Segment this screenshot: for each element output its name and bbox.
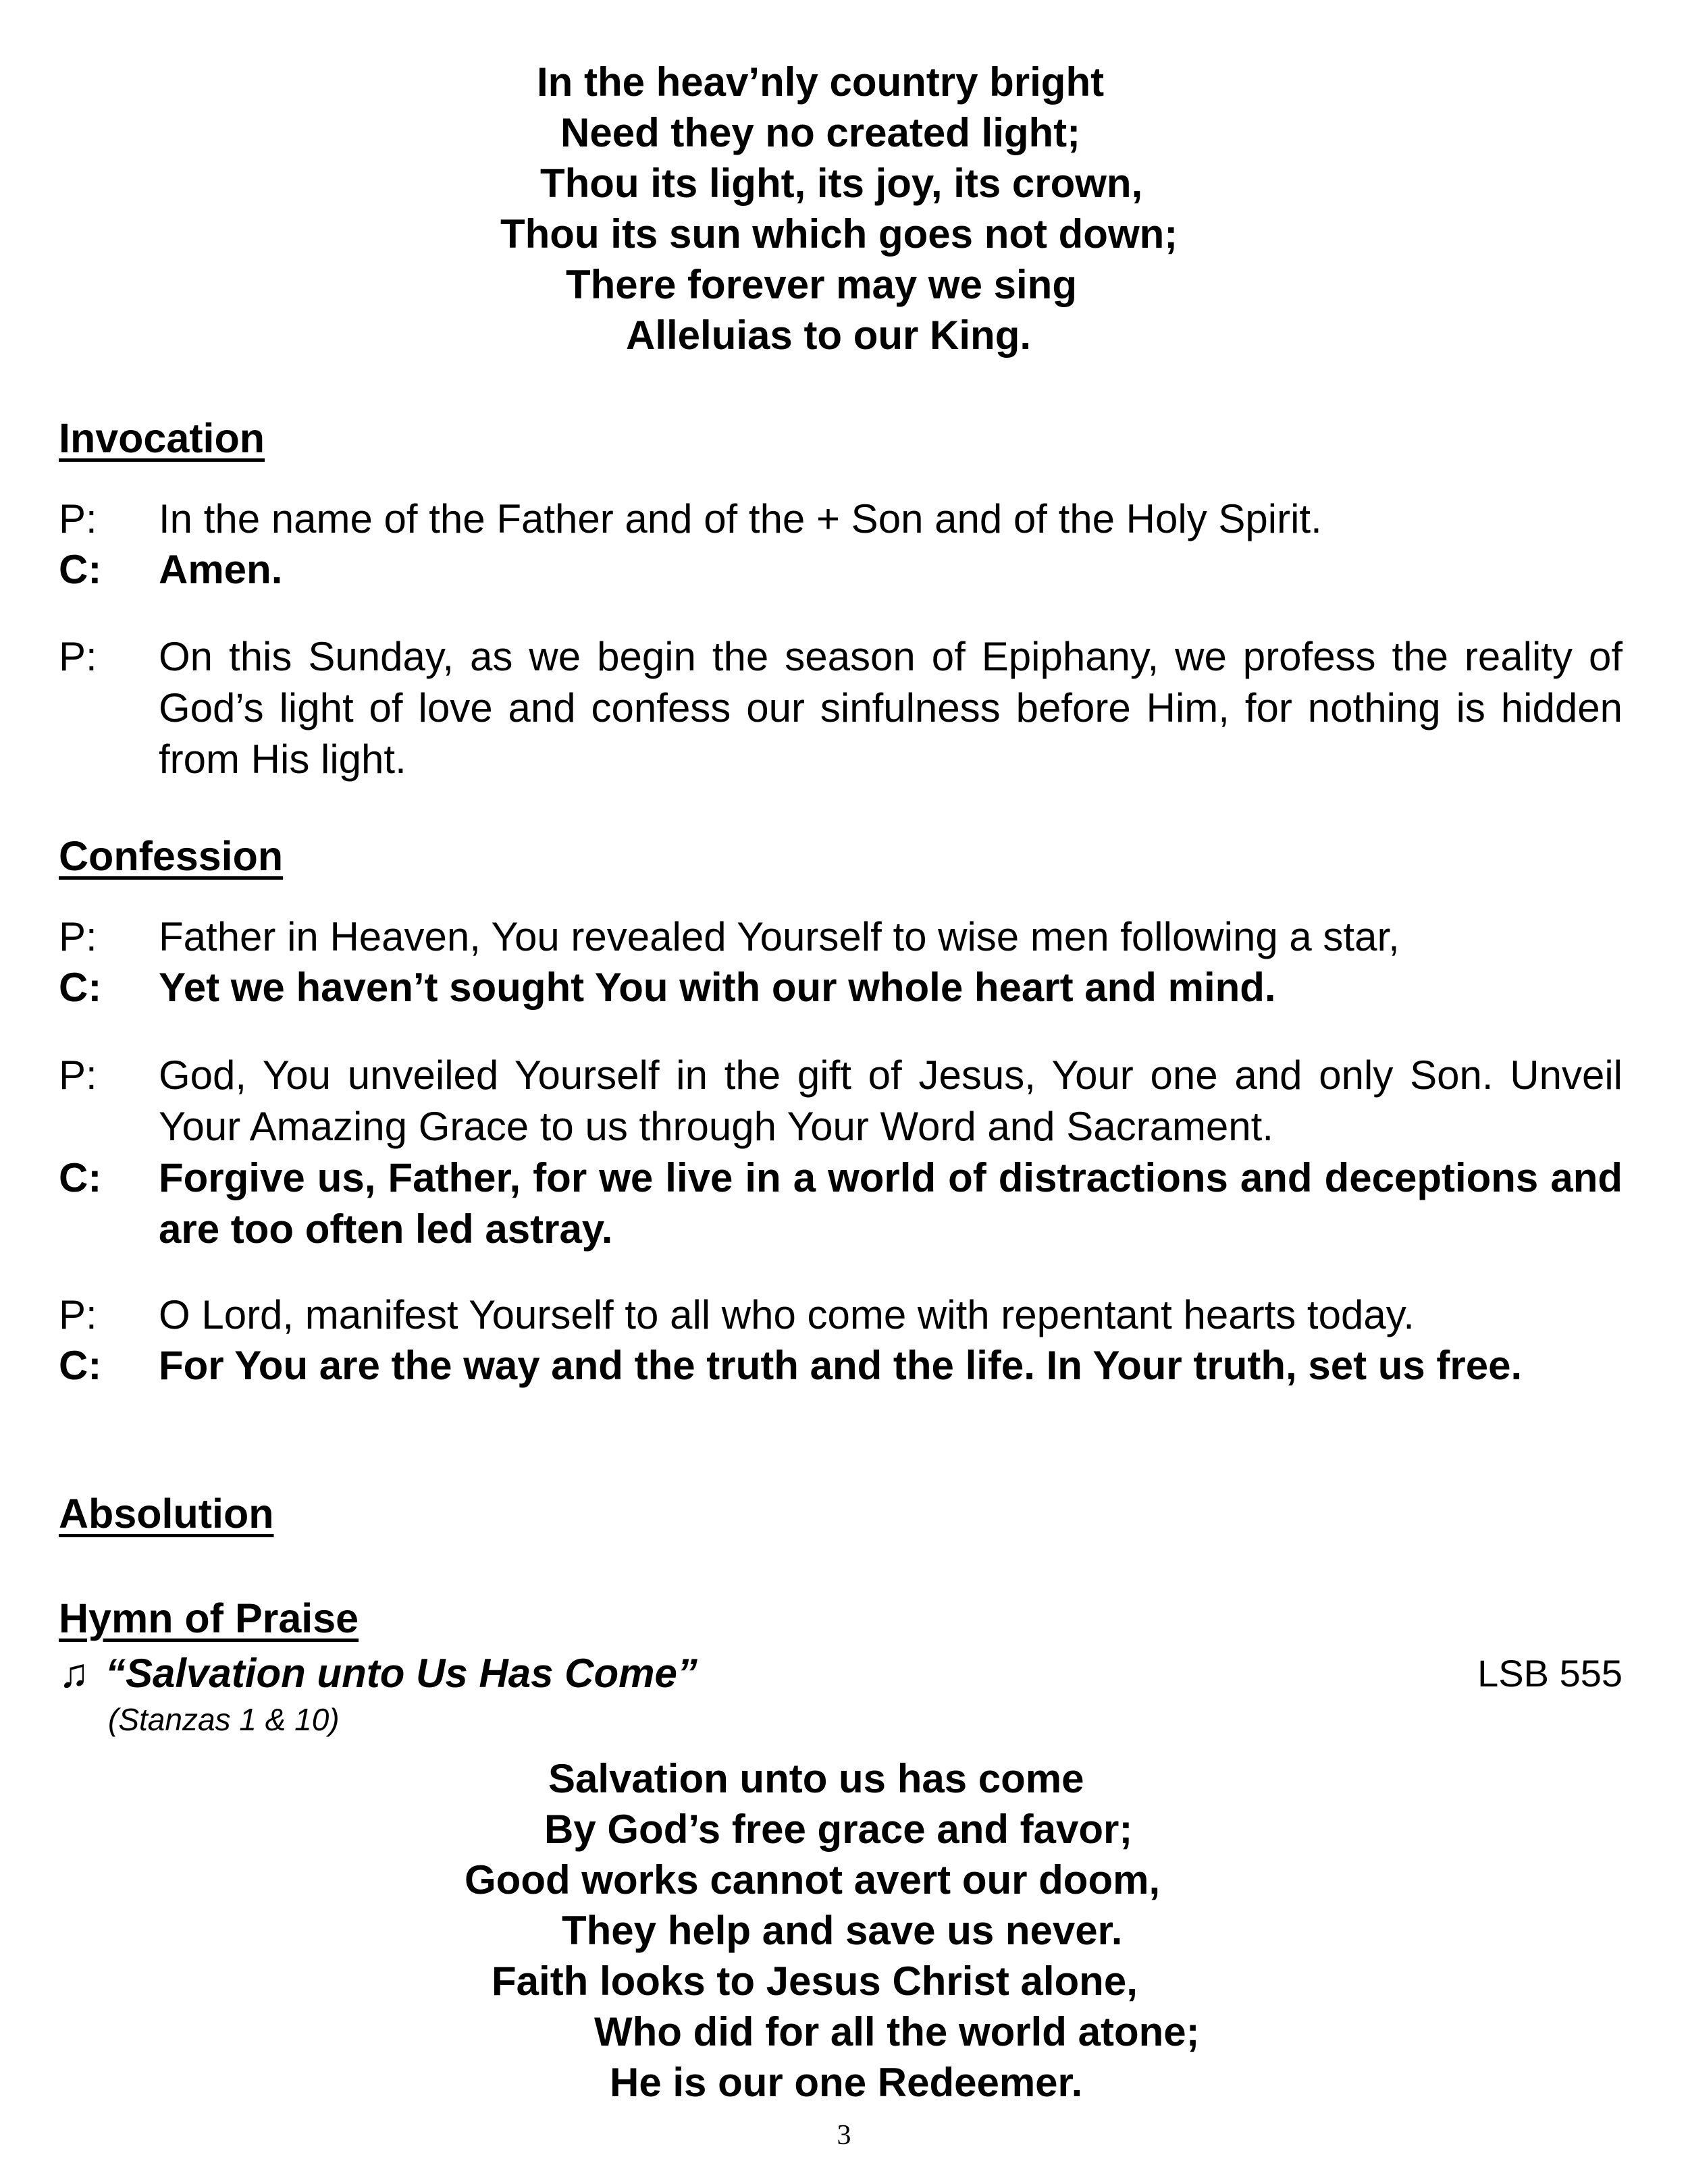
invocation-exchange	[59, 494, 1623, 595]
hymn-of-praise-heading: Hymn of Praise	[59, 1595, 359, 1641]
pastor-line	[59, 911, 1623, 962]
speaker-label: C:	[59, 547, 102, 592]
verse-line: Thou its sun which goes not down;	[500, 211, 1178, 257]
pastor-text: God, You unveiled Yourself in the gift of Jesus, Your one and only Son. Unveil Your Amazing Grace to us through Your Word and Sacrament.	[159, 1053, 1623, 1149]
congregation-text: Yet we haven’t sought You with our whole heart and mind.	[159, 965, 1276, 1010]
verse-line: Salvation unto us has come	[548, 1756, 1084, 1801]
pastor-line	[59, 1050, 1623, 1152]
speaker-label: P:	[59, 634, 97, 679]
speaker-label: C:	[59, 1343, 102, 1388]
stanzas-note: (Stanzas 1 & 10)	[108, 1702, 340, 1737]
pastor-line	[59, 494, 1623, 544]
verse-line: Thou its light, its joy, its crown,	[540, 161, 1143, 206]
hymn-number: LSB 555	[1477, 1652, 1623, 1695]
confession-heading: Confession	[59, 833, 284, 879]
congregation-line	[59, 544, 1623, 595]
verse-line: Need they no created light;	[560, 110, 1081, 155]
confession-exchange-1	[59, 911, 1623, 1013]
congregation-line	[59, 962, 1623, 1013]
invocation-heading: Invocation	[59, 415, 265, 461]
verse-line: They help and save us never.	[562, 1908, 1123, 1953]
speaker-label: P:	[59, 1292, 97, 1337]
absolution-heading: Absolution	[59, 1491, 274, 1537]
speaker-label: P:	[59, 496, 97, 541]
verse-line: Who did for all the world atone;	[594, 2009, 1200, 2054]
verse-line: By God’s free grace and favor;	[544, 1807, 1133, 1852]
verse-line: Alleluias to our King.	[626, 313, 1032, 358]
speaker-label: C:	[59, 965, 102, 1010]
confession-exchange-2	[59, 1050, 1623, 1255]
music-note-icon: ♫	[59, 1651, 89, 1696]
congregation-line	[59, 1152, 1623, 1255]
verse-line: Good works cannot avert our doom,	[465, 1857, 1161, 1902]
verse-line: Faith looks to Jesus Christ alone,	[492, 1959, 1138, 2004]
congregation-text: Forgive us, Father, for we live in a world of distractions and deceptions and are too often led astray.	[159, 1155, 1623, 1252]
speaker-label: C:	[59, 1155, 102, 1200]
congregation-line	[59, 1340, 1623, 1391]
pastor-text: In the name of the Father and of the + Son and of the Holy Spirit.	[159, 496, 1322, 541]
hymn-title-row	[59, 1650, 1623, 1697]
verse-line: In the heav’nly country bright	[537, 59, 1105, 105]
pastor-line	[59, 1289, 1623, 1340]
pastor-text: On this Sunday, as we begin the season of Epiphany, we profess the reality of God’s light of love and confess our sinfulness before Him, for nothing is hidden from His light.	[159, 634, 1623, 782]
hymn-title: “Salvation unto Us Has Come”	[105, 1651, 697, 1696]
verse-line: There forever may we sing	[566, 262, 1077, 307]
pastor-line	[59, 631, 1623, 785]
congregation-text: Amen.	[159, 547, 283, 592]
speaker-label: P:	[59, 914, 97, 959]
epiphany-exchange	[59, 631, 1623, 785]
congregation-text: For You are the way and the truth and the life. In Your truth, set us free.	[159, 1343, 1523, 1388]
page-number: 3	[837, 2120, 851, 2151]
pastor-text: Father in Heaven, You revealed Yourself to wise men following a star,	[159, 914, 1400, 959]
pastor-text: O Lord, manifest Yourself to all who come with repentant hearts today.	[159, 1292, 1415, 1337]
speaker-label: P:	[59, 1053, 97, 1098]
confession-exchange-3	[59, 1289, 1623, 1391]
verse-line: He is our one Redeemer.	[610, 2060, 1083, 2105]
